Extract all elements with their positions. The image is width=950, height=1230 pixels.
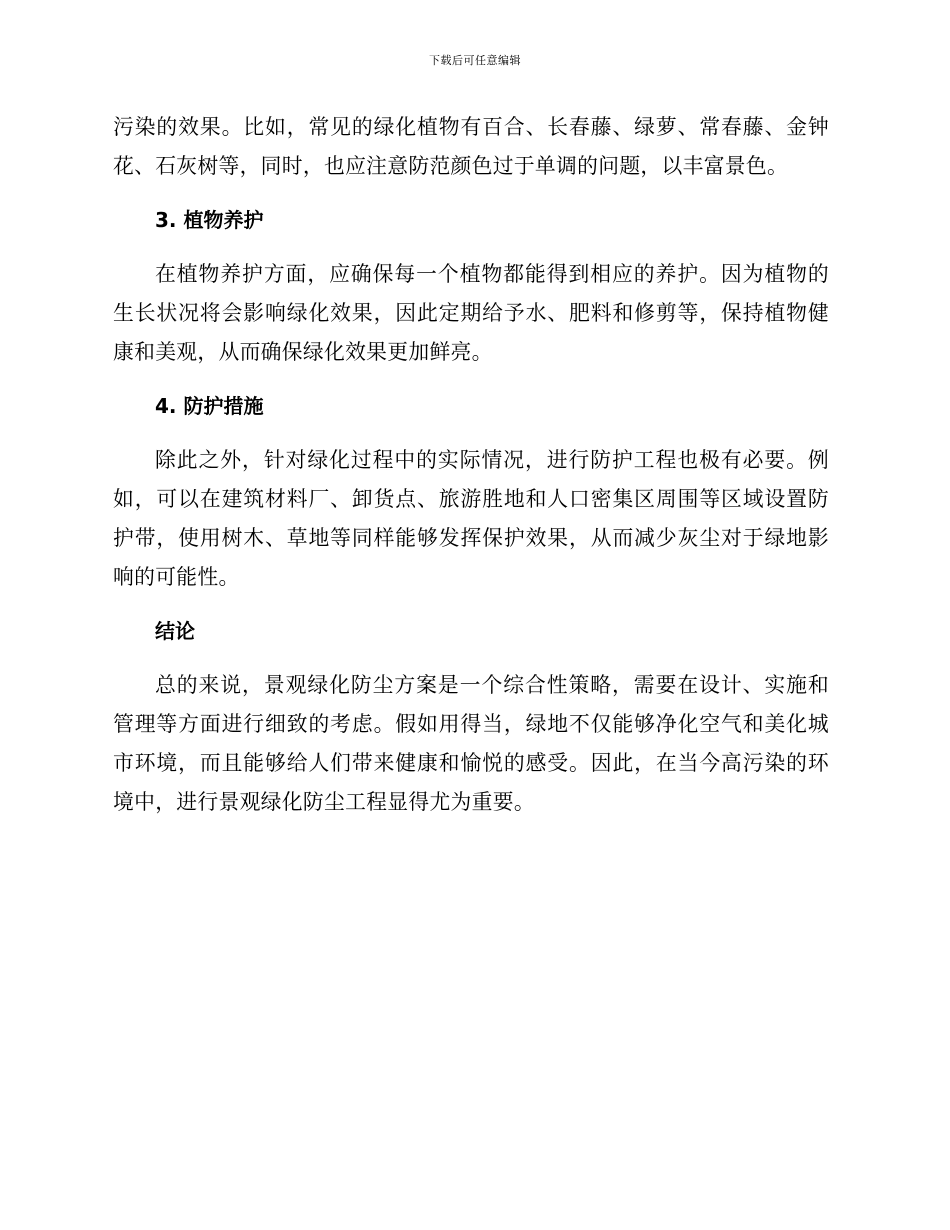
paragraph-plant-selection-continued: 污染的效果。比如，常见的绿化植物有百合、长春藤、绿萝、常春藤、金钟花、石灰树等，同时，也应注意防范颜色过于单调的问题，以丰富景色。 xyxy=(113,115,829,178)
section-heading-conclusion: 结论 xyxy=(155,619,195,643)
section-heading-plant-care: 3. 植物养护 xyxy=(155,208,264,232)
paragraph-plant-care: 在植物养护方面，应确保每一个植物都能得到相应的养护。因为植物的生长状况将会影响绿化效果，因此定期给予水、肥料和修剪等，保持植物健康和美观，从而确保绿化效果更加鲜亮。 xyxy=(113,262,829,364)
paragraph-conclusion: 总的来说，景观绿化防尘方案是一个综合性策略，需要在设计、实施和管理等方面进行细致的考虑。假如用得当，绿地不仅能够净化空气和美化城市环境，而且能够给人们带来健康和愉悦的感受。因此，在当今高污染的环境中，进行景观绿化防尘工程显得尤为重要。 xyxy=(113,673,829,814)
paragraph-protective-measures: 除此之外，针对绿化过程中的实际情况，进行防护工程也极有必要。例如，可以在建筑材料厂、卸货点、旅游胜地和人口密集区周围等区域设置防护带，使用树木、草地等同样能够发挥保护效果，从而减少灰尘对于绿地影响的可能性。 xyxy=(113,448,829,589)
section-heading-protective-measures: 4. 防护措施 xyxy=(155,394,264,418)
page-header: 下载后可任意编辑 xyxy=(429,54,521,67)
document-body xyxy=(113,108,829,822)
